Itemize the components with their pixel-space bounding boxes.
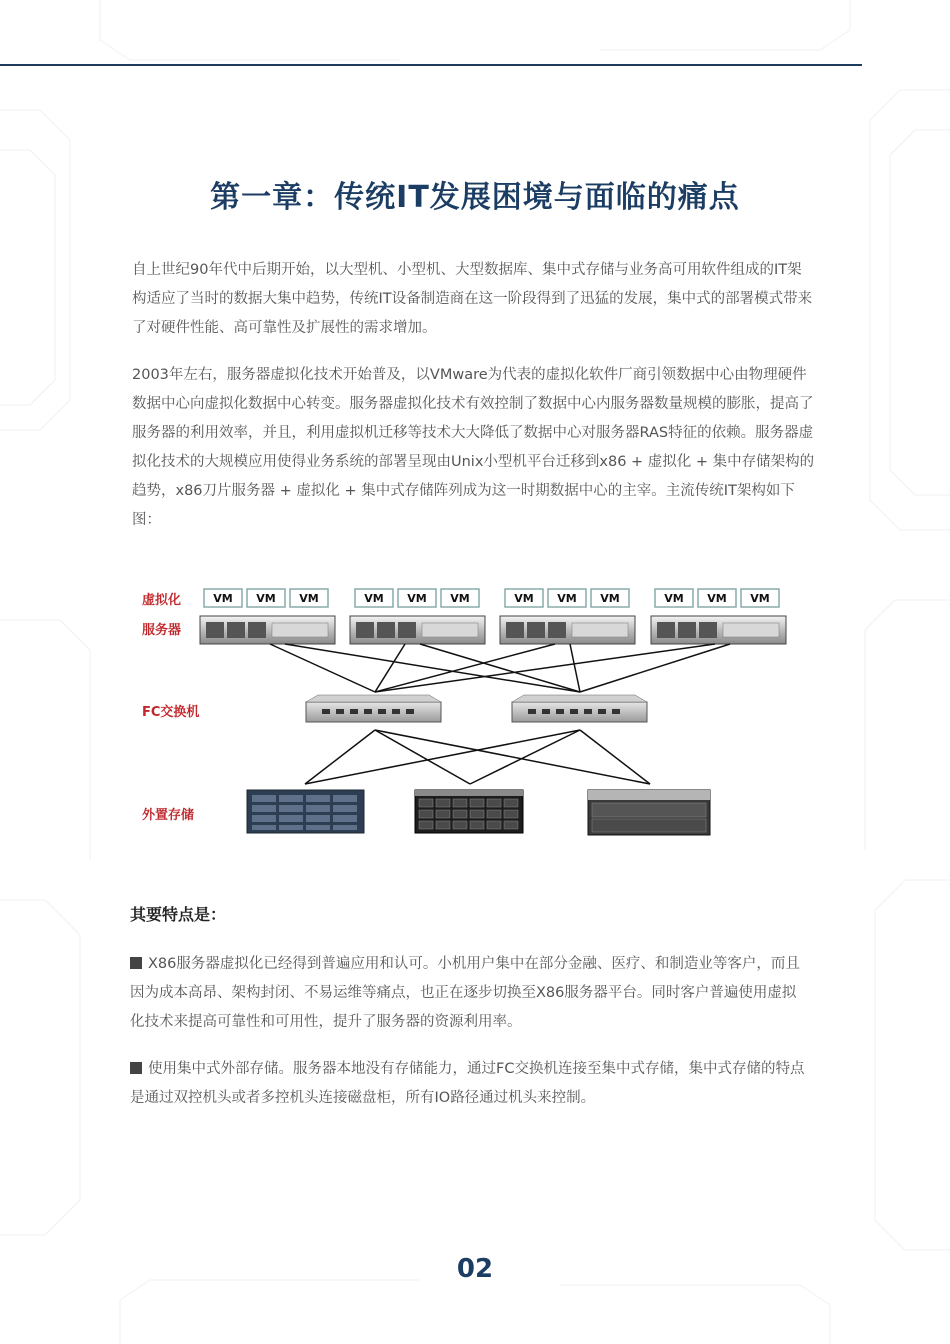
vm-group-4 — [655, 589, 779, 607]
feature-text: 使用集中式外部存储。服务器本地没有存储能力，通过FC交换机连接至集中式存储，集中式存储的特点是通过双控机头或者多控机头连接磁盘柜，所有IO路径通过机头来控制。 — [130, 1061, 805, 1106]
feature-bullet-1 — [130, 950, 810, 1037]
vm-label: VM — [364, 592, 384, 605]
vm-label: VM — [514, 592, 534, 605]
server-2 — [350, 616, 485, 644]
vm-label: VM — [407, 592, 427, 605]
storage-array-3 — [588, 790, 710, 835]
page-number: 02 — [456, 1254, 494, 1284]
vm-label: VM — [557, 592, 577, 605]
vm-label: VM — [299, 592, 319, 605]
vm-label: VM — [256, 592, 276, 605]
vm-label: VM — [664, 592, 684, 605]
fc-switch-2 — [512, 695, 647, 722]
server-4 — [651, 616, 786, 644]
storage-array-2 — [415, 790, 523, 833]
vm-label: VM — [707, 592, 727, 605]
features-heading: 其要特点是： — [130, 905, 227, 924]
switch-storage-links — [305, 730, 650, 784]
architecture-diagram — [130, 578, 810, 848]
paragraph-intro: 自上世纪90年代中后期开始，以大型机、小型机、大型数据库、集中式存储与业务高可用软件组成的IT架构适应了当时的数据大集中趋势，传统IT设备制造商在这一阶段得到了迅猛的发展，集中式的部署模式带来了对硬件性能、高可靠性及扩展性的需求增加。 — [132, 262, 813, 336]
storage-array-1 — [247, 790, 364, 833]
vm-label: VM — [450, 592, 470, 605]
vm-label: VM — [213, 592, 233, 605]
server-1 — [200, 616, 335, 644]
vm-group-1 — [204, 589, 328, 607]
label-server: 服务器 — [142, 623, 182, 638]
label-fc-switch: FC交换机 — [142, 705, 200, 720]
fc-switch-1 — [306, 695, 441, 722]
paragraph-virtualization: 2003年左右，服务器虚拟化技术开始普及，以VMware为代表的虚拟化软件厂商引领数据中心由物理硬件数据中心向虚拟化数据中心转变。服务器虚拟化技术有效控制了数据中心内服务器数量规模的膨胀，提高了服务器的利用效率，并且，利用虚拟机迁移等技术大大降低了数据中心对服务器RAS特征的依赖。服务器虚拟化技术的大规模应用使得业务系统的部署呈现由Unix小型机平台迁移到x86 + 虚拟化 + 集中存储架构的趋势，x86刀片服务器 + 虚拟化 + 集中式存储阵列成为这一时期数据中心的主宰。主流传统IT架构如下图： — [132, 367, 815, 528]
label-storage: 外置存储 — [142, 808, 195, 823]
feature-bullet-2 — [130, 1055, 810, 1113]
vm-label: VM — [600, 592, 620, 605]
server-switch-links — [270, 644, 730, 692]
vm-group-2 — [355, 589, 479, 607]
feature-text: X86服务器虚拟化已经得到普遍应用和认可。小机用户集中在部分金融、医疗、和制造业等客户，而且因为成本高昂、架构封闭、不易运维等痛点，也正在逐步切换至X86服务器平台。同时客户普遍使用虚拟化技术来提高可靠性和可用性，提升了服务器的资源利用率。 — [130, 956, 800, 1030]
label-virtual: 虚拟化 — [142, 593, 182, 608]
top-rule — [0, 64, 862, 66]
server-3 — [500, 616, 635, 644]
square-bullet-icon — [130, 1062, 142, 1074]
vm-label: VM — [750, 592, 770, 605]
page-title: 第一章：传统IT发展困境与面临的痛点 — [210, 180, 740, 215]
vm-group-3 — [505, 589, 629, 607]
square-bullet-icon — [130, 957, 142, 969]
